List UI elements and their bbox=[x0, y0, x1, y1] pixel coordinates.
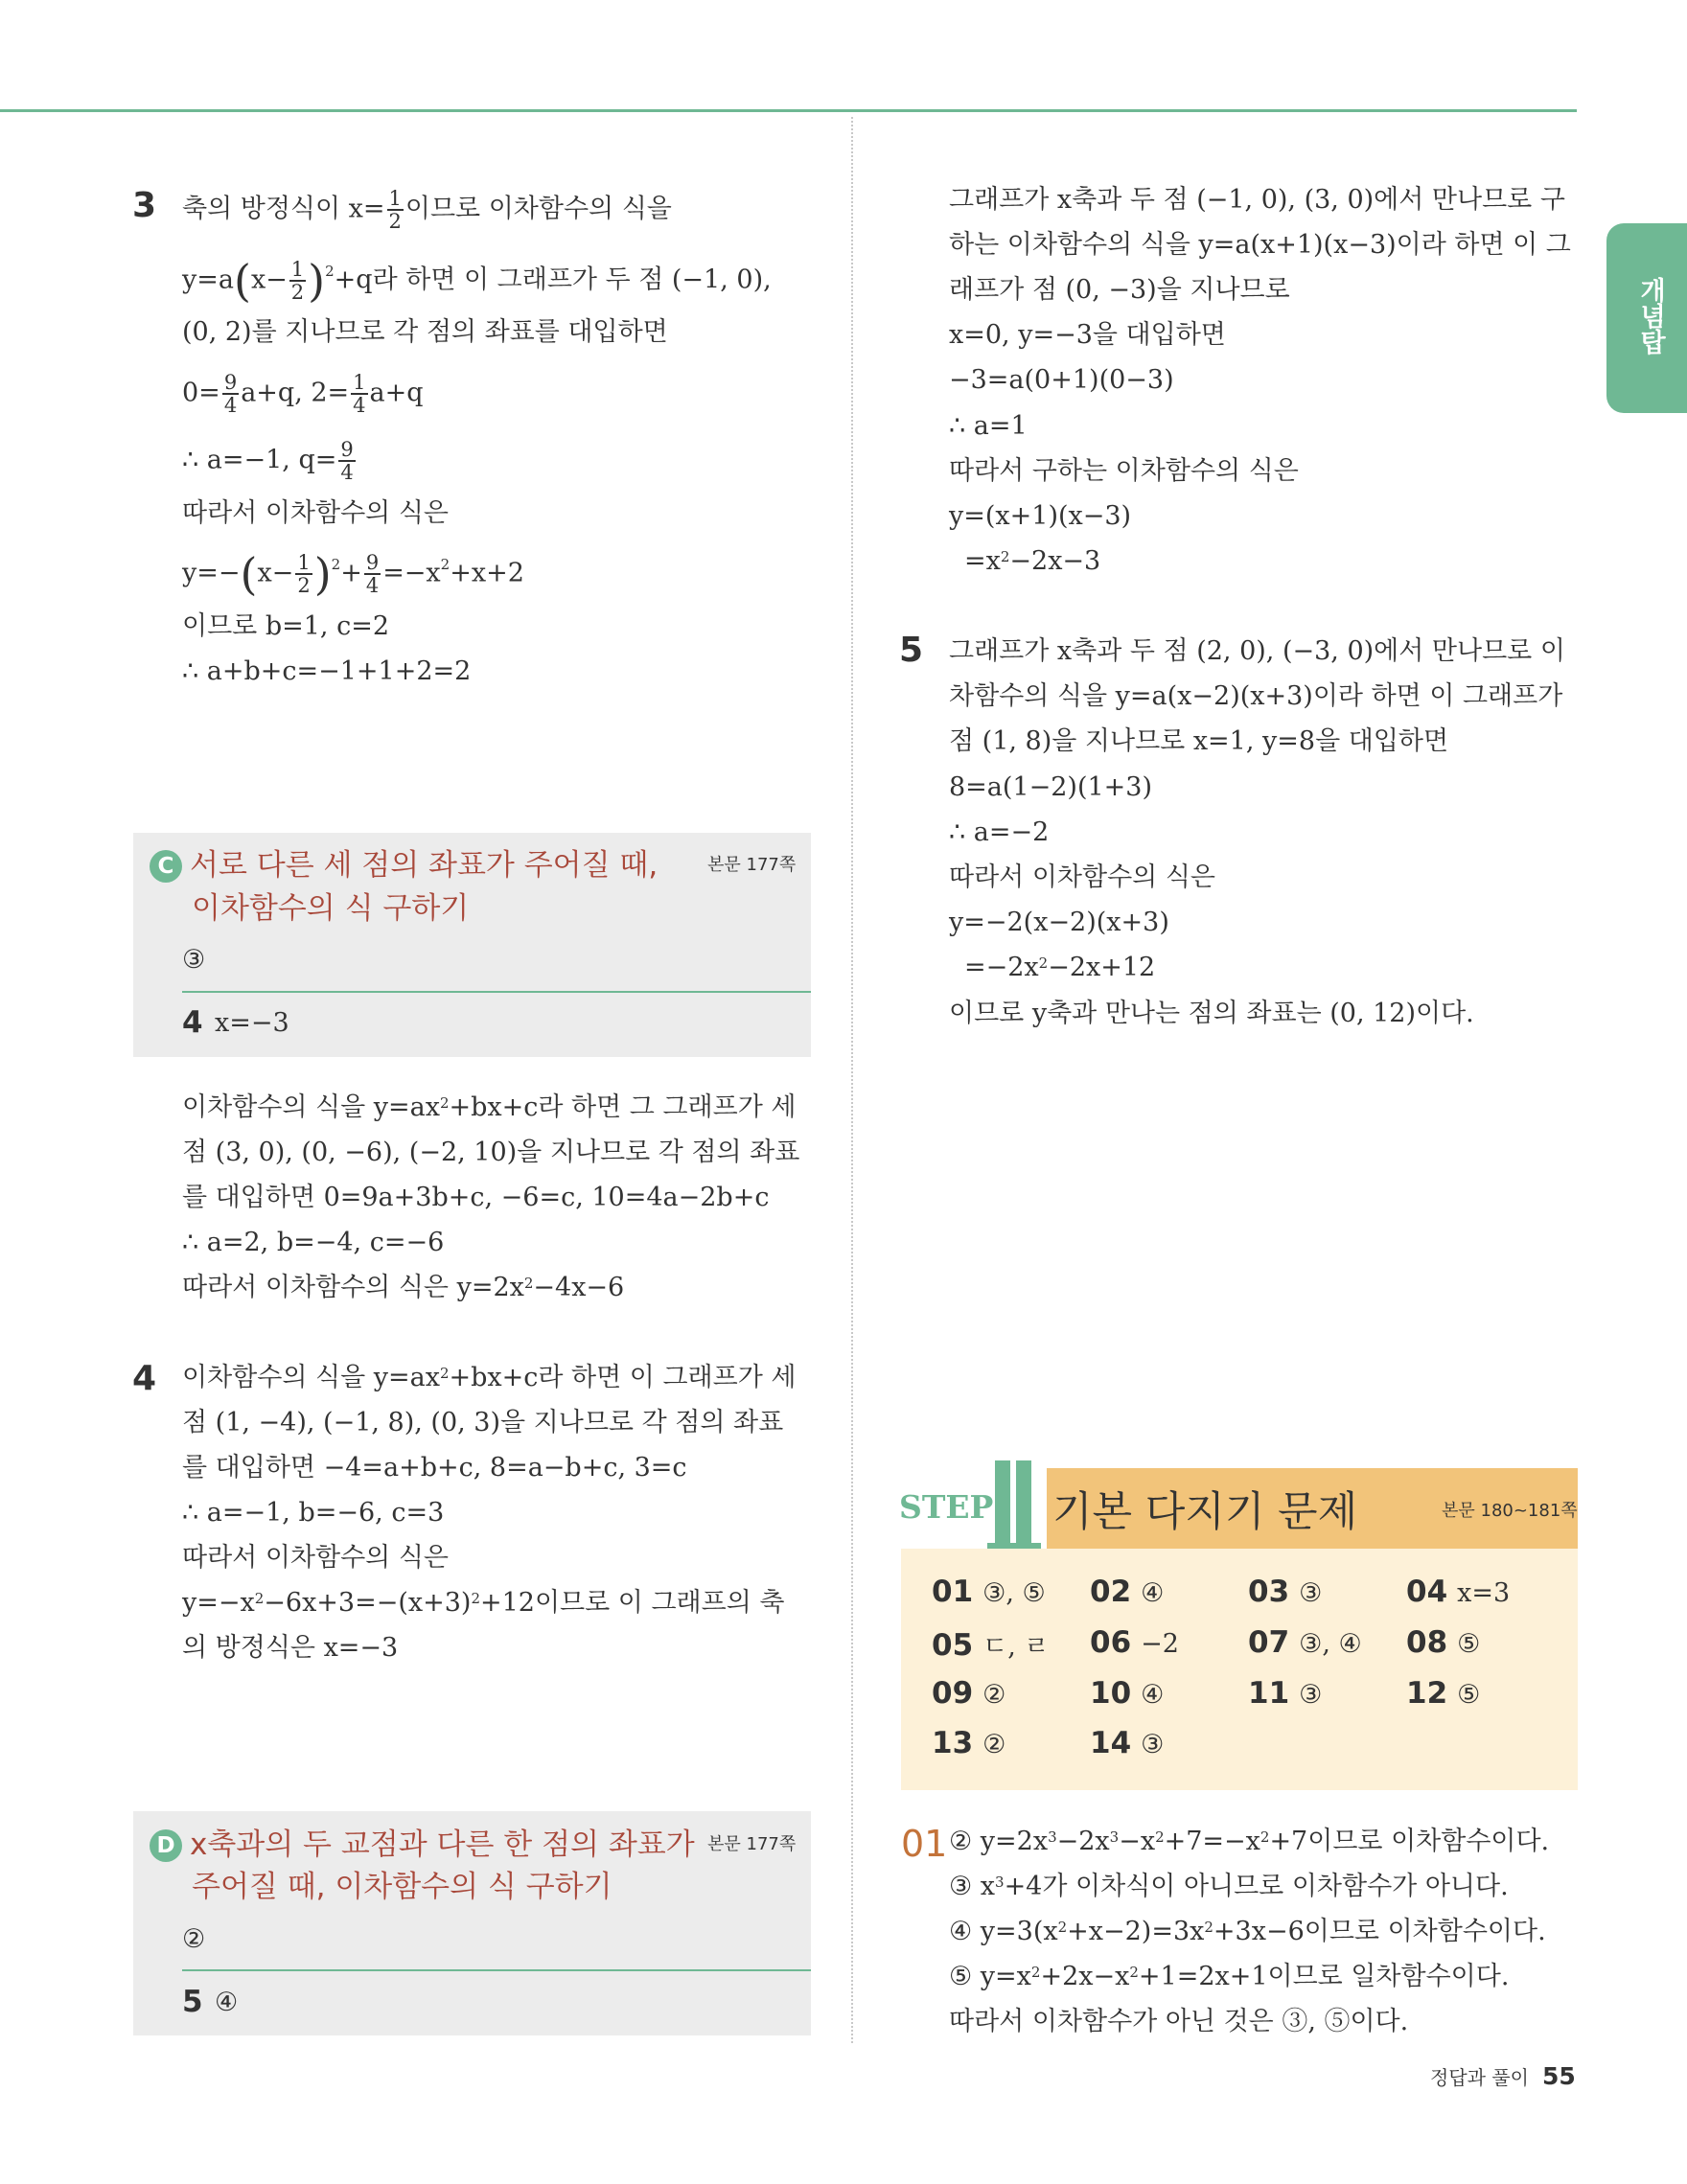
q01-line-4: ⑤ $y=x^2+2x-x^2+1=2x+1$이므로 일차함수이다. bbox=[949, 1962, 1510, 1991]
p4-line-7: 의 방정식은 x=−3 bbox=[182, 1633, 399, 1663]
p3-line-6: 따라서 이차함수의 식은 bbox=[182, 498, 449, 528]
box-c-page-ref: 본문 177쪽 bbox=[707, 855, 797, 875]
p5-line-7: y=−2(x−2)(x+3) bbox=[949, 908, 1169, 937]
box-c-rule bbox=[182, 991, 811, 993]
answer-02: 02 ④ bbox=[1090, 1575, 1165, 1609]
p5-line-4: 8=a(1−2)(1+3) bbox=[949, 772, 1152, 802]
p3-line-9: ∴ a+b+c=−1+1+2=2 bbox=[182, 656, 472, 686]
box-c-badge: C bbox=[150, 850, 182, 883]
answer-13: 13 ② bbox=[932, 1726, 1006, 1760]
box-d-answer: ② bbox=[182, 1924, 206, 1954]
box-c-answer: ③ bbox=[182, 945, 206, 975]
p5-line-9: 이므로 y축과 만나는 점의 좌표는 (0, 12)이다. bbox=[949, 999, 1474, 1028]
p5-line-2: 차함수의 식을 y=a(x−2)(x+3)이라 하면 이 그래프가 bbox=[949, 681, 1563, 711]
cont-line-5: −3=a(0+1)(0−3) bbox=[949, 365, 1174, 395]
p4-line-2: 점 (1, −4), (−1, 8), (0, 3)을 지나므로 각 점의 좌표 bbox=[182, 1408, 784, 1437]
cont-line-1: 그래프가 x축과 두 점 (−1, 0), (3, 0)에서 만나므로 구 bbox=[949, 185, 1565, 215]
cont-line-6: ∴ a=1 bbox=[949, 411, 1028, 441]
c-expl-line-2: 점 (3, 0), (0, −6), (−2, 10)을 지나므로 각 점의 좌표 bbox=[182, 1138, 800, 1167]
footer-label: 정답과 풀이 bbox=[1430, 2066, 1529, 2089]
step-number-1 bbox=[987, 1459, 1041, 1551]
answer-12: 12 ⑤ bbox=[1406, 1676, 1481, 1711]
p5-line-6: 따라서 이차함수의 식은 bbox=[949, 862, 1215, 892]
answer-06: 06 −2 bbox=[1090, 1625, 1179, 1660]
answer-09: 09 ② bbox=[932, 1676, 1006, 1711]
answer-10: 10 ④ bbox=[1090, 1676, 1165, 1711]
problem-5-number: 5 bbox=[899, 631, 924, 670]
p3-line-8: 이므로 b=1, c=2 bbox=[182, 611, 390, 641]
cont-line-4: x=0, y=−3을 대입하면 bbox=[949, 320, 1226, 350]
step-word: STEP bbox=[899, 1488, 994, 1526]
p3-line-5: ∴ a=−1, q= $\frac{9}{4}$ bbox=[182, 438, 354, 484]
q01-line-1: ② $y=2x^3-2x^3-x^2+7=-x^2+7$이므로 이차함수이다. bbox=[949, 1827, 1550, 1856]
p3-line-4: 0= $\frac{9}{4}$ a+q, 2= $\frac{1}{4}$ a+q bbox=[182, 371, 424, 417]
c-expl-line-4: ∴ a=2, b=−4, c=−6 bbox=[182, 1228, 445, 1257]
p3-line-7: y=−(x− $\frac{1}{2}$ )$^2$+ $\frac{9}{4}$ $=-x^2+x+2$ bbox=[182, 548, 524, 600]
cont-line-7: 따라서 구하는 이차함수의 식은 bbox=[949, 456, 1299, 486]
box-c-example-answer: x=−3 bbox=[215, 1008, 289, 1038]
cont-line-8: y=(x+1)(x−3) bbox=[949, 501, 1132, 531]
problem-3-number: 3 bbox=[132, 186, 157, 225]
answer-03: 03 ③ bbox=[1248, 1575, 1323, 1609]
q01-line-2: ③ $x^3+4$가 이차식이 아니므로 이차함수가 아니다. bbox=[949, 1872, 1509, 1901]
p3-line-2: y=a(x− $\frac{1}{2}$ )$^2$+q라 하면 이 그래프가 두 점 (−1, 0), bbox=[182, 255, 772, 307]
p4-line-5: 따라서 이차함수의 식은 bbox=[182, 1543, 449, 1573]
cont-line-2: 하는 이차함수의 식을 y=a(x+1)(x−3)이라 하면 이 그 bbox=[949, 230, 1571, 260]
box-c-title-line-1: C 서로 다른 세 점의 좌표가 주어질 때, bbox=[150, 843, 658, 887]
page-number: 55 bbox=[1541, 2062, 1576, 2090]
p3-line-1: 축의 방정식이 x= $\frac{1}{2}$ 이므로 이차함수의 식을 bbox=[182, 187, 672, 233]
answer-11: 11 ③ bbox=[1248, 1676, 1323, 1711]
box-d-example-number: 5 bbox=[182, 1985, 203, 2019]
box-d-title-line-1: D x축과의 두 교점과 다른 한 점의 좌표가 bbox=[150, 1823, 695, 1867]
box-d-rule bbox=[182, 1969, 811, 1971]
p5-line-8: $=-2x^2-2x+12$ bbox=[964, 953, 1156, 982]
p3-line-3: (0, 2)를 지나므로 각 점의 좌표를 대입하면 bbox=[182, 317, 668, 347]
answer-14: 14 ③ bbox=[1090, 1726, 1165, 1760]
box-c-title-line-2: 이차함수의 식 구하기 bbox=[192, 891, 470, 926]
box-c-example-number: 4 bbox=[182, 1005, 203, 1040]
q01-line-5: 따라서 이차함수가 아닌 것은 ③, ⑤이다. bbox=[949, 2007, 1409, 2036]
p4-line-4: ∴ a=−1, b=−6, c=3 bbox=[182, 1498, 445, 1528]
side-tab bbox=[1606, 223, 1687, 413]
p4-line-6: $y=-x^2-6x+3=-(x+3)^2+12$이므로 이 그래프의 축 bbox=[182, 1588, 785, 1618]
problem-4-number: 4 bbox=[132, 1359, 157, 1398]
c-expl-line-3: 를 대입하면 0=9a+3b+c, −6=c, 10=4a−2b+c bbox=[182, 1183, 770, 1212]
p4-line-3: 를 대입하면 −4=a+b+c, 8=a−b+c, 3=c bbox=[182, 1453, 687, 1483]
p5-line-1: 그래프가 x축과 두 점 (2, 0), (−3, 0)에서 만나므로 이 bbox=[949, 636, 1565, 666]
q01-number: 01 bbox=[901, 1823, 948, 1865]
cont-line-9: $=x^2-2x-3$ bbox=[964, 546, 1101, 576]
p4-line-1: 이차함수의 식을 $y=ax^2+bx+c$라 하면 이 그래프가 세 bbox=[182, 1363, 797, 1392]
answer-05: 05 ㄷ, ㄹ bbox=[932, 1628, 1050, 1663]
footer bbox=[1430, 2062, 1576, 2090]
c-expl-line-5: 따라서 이차함수의 식은 $y=2x^2-4x-6$ bbox=[182, 1273, 625, 1302]
answer-01: 01 ③, ⑤ bbox=[932, 1575, 1046, 1609]
side-tab-label: 개념탑 bbox=[1635, 277, 1665, 355]
cont-line-3: 래프가 점 (0, −3)을 지나므로 bbox=[949, 275, 1290, 305]
c-expl-line-1: 이차함수의 식을 $y=ax^2+bx+c$라 하면 그 그래프가 세 bbox=[182, 1092, 797, 1122]
box-d-badge: D bbox=[150, 1829, 182, 1862]
p5-line-5: ∴ a=−2 bbox=[949, 817, 1050, 847]
p5-line-3: 점 (1, 8)을 지나므로 x=1, y=8을 대입하면 bbox=[949, 726, 1449, 756]
answer-04: 04 x=3 bbox=[1406, 1575, 1511, 1609]
box-d-example-answer: ④ bbox=[215, 1988, 239, 2017]
step-page-ref: 본문 180~181쪽 bbox=[1442, 1501, 1578, 1521]
answer-07: 07 ③, ④ bbox=[1248, 1625, 1362, 1660]
step-title: 기본 다지기 문제 bbox=[1052, 1488, 1358, 1536]
answer-08: 08 ⑤ bbox=[1406, 1625, 1481, 1660]
box-d-title-line-2: 주어질 때, 이차함수의 식 구하기 bbox=[192, 1870, 612, 1904]
q01-line-3: ④ $y=3(x^2+x-2)=3x^2+3x-6$이므로 이차함수이다. bbox=[949, 1917, 1546, 1946]
box-d-page-ref: 본문 177쪽 bbox=[707, 1834, 797, 1854]
column-divider bbox=[851, 117, 853, 2043]
top-rule bbox=[0, 109, 1577, 112]
